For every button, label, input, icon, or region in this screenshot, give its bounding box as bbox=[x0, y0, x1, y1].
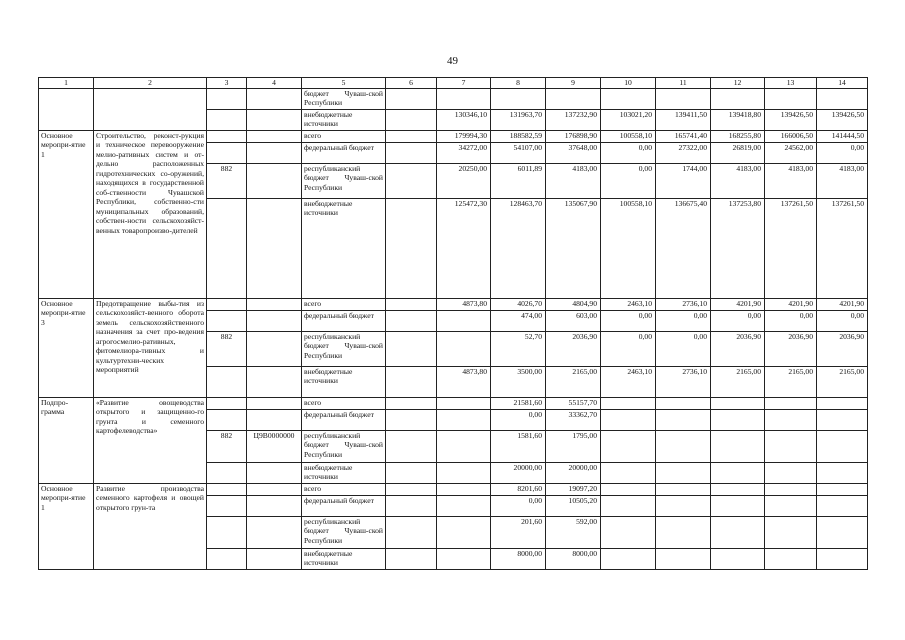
value-cell bbox=[437, 88, 491, 109]
value-cell: 2165,00 bbox=[546, 366, 601, 397]
value-cell: 1581,60 bbox=[491, 430, 546, 462]
event-cell: Подпро-грамма bbox=[39, 397, 94, 483]
value-cell: 20000,00 bbox=[491, 462, 546, 483]
value-cell: 603,00 bbox=[546, 310, 601, 331]
admin-code-cell bbox=[207, 310, 247, 331]
value-cell bbox=[601, 483, 656, 495]
value-cell: 10505,20 bbox=[546, 495, 601, 516]
value-cell: 139426,50 bbox=[817, 109, 868, 130]
value-cell: 474,00 bbox=[491, 310, 546, 331]
admin-code-cell bbox=[207, 109, 247, 130]
value-cell: 176898,90 bbox=[546, 130, 601, 142]
program-code-cell bbox=[247, 409, 302, 430]
admin-code-cell bbox=[207, 483, 247, 495]
value-cell bbox=[765, 88, 817, 109]
value-cell bbox=[711, 430, 765, 462]
value-cell bbox=[765, 430, 817, 462]
value-cell: 20250,00 bbox=[437, 163, 491, 198]
funding-source-cell: федеральный бюджет bbox=[302, 310, 386, 331]
value-cell: 4183,00 bbox=[546, 163, 601, 198]
funding-source-cell: федеральный бюджет bbox=[302, 409, 386, 430]
value-cell: 103021,20 bbox=[601, 109, 656, 130]
value-cell: 131963,70 bbox=[491, 109, 546, 130]
value-cell: 166006,50 bbox=[765, 130, 817, 142]
program-code-cell bbox=[247, 88, 302, 109]
value-cell bbox=[711, 483, 765, 495]
program-code-cell bbox=[247, 462, 302, 483]
value-cell: 55157,70 bbox=[546, 397, 601, 409]
value-cell: 0,00 bbox=[817, 310, 868, 331]
value-cell: 0,00 bbox=[601, 163, 656, 198]
value-cell: 179994,30 bbox=[437, 130, 491, 142]
empty-cell bbox=[386, 397, 437, 409]
admin-code-cell bbox=[207, 462, 247, 483]
value-cell: 125472,30 bbox=[437, 198, 491, 298]
empty-cell bbox=[386, 366, 437, 397]
value-cell: 52,70 bbox=[491, 331, 546, 366]
value-cell bbox=[765, 397, 817, 409]
value-cell bbox=[765, 495, 817, 516]
column-number: 6 bbox=[386, 78, 437, 89]
column-number: 2 bbox=[94, 78, 207, 89]
column-number: 1 bbox=[39, 78, 94, 89]
value-cell bbox=[765, 516, 817, 548]
value-cell bbox=[711, 462, 765, 483]
table-row bbox=[39, 88, 868, 109]
column-number: 10 bbox=[601, 78, 656, 89]
admin-code-cell bbox=[207, 88, 247, 109]
value-cell: 2036,90 bbox=[765, 331, 817, 366]
empty-cell bbox=[386, 198, 437, 298]
value-cell bbox=[817, 397, 868, 409]
value-cell bbox=[601, 88, 656, 109]
value-cell: 139426,50 bbox=[765, 109, 817, 130]
empty-cell bbox=[386, 409, 437, 430]
empty-cell bbox=[386, 495, 437, 516]
value-cell: 33362,70 bbox=[546, 409, 601, 430]
value-cell: 4183,00 bbox=[711, 163, 765, 198]
column-number: 11 bbox=[656, 78, 711, 89]
value-cell bbox=[656, 462, 711, 483]
value-cell bbox=[437, 430, 491, 462]
value-cell: 137261,50 bbox=[765, 198, 817, 298]
value-cell: 2036,90 bbox=[546, 331, 601, 366]
value-cell: 2463,10 bbox=[601, 298, 656, 310]
value-cell: 137261,50 bbox=[817, 198, 868, 298]
value-cell: 2165,00 bbox=[711, 366, 765, 397]
empty-cell bbox=[386, 483, 437, 495]
value-cell bbox=[601, 397, 656, 409]
column-number: 8 bbox=[491, 78, 546, 89]
empty-cell bbox=[386, 548, 437, 569]
value-cell bbox=[437, 409, 491, 430]
column-number: 4 bbox=[247, 78, 302, 89]
value-cell: 201,60 bbox=[491, 516, 546, 548]
program-code-cell bbox=[247, 109, 302, 130]
value-cell bbox=[817, 548, 868, 569]
table-row bbox=[39, 483, 868, 495]
value-cell bbox=[491, 88, 546, 109]
value-cell bbox=[656, 495, 711, 516]
value-cell: 4804,90 bbox=[546, 298, 601, 310]
value-cell bbox=[711, 397, 765, 409]
empty-cell bbox=[386, 430, 437, 462]
value-cell: 100558,10 bbox=[601, 198, 656, 298]
value-cell bbox=[711, 409, 765, 430]
value-cell: 128463,70 bbox=[491, 198, 546, 298]
event-cell: Основное меропри-ятие 1 bbox=[39, 483, 94, 569]
empty-cell bbox=[386, 331, 437, 366]
event-name-cell bbox=[94, 88, 207, 130]
empty-cell bbox=[386, 109, 437, 130]
value-cell bbox=[437, 495, 491, 516]
value-cell bbox=[601, 516, 656, 548]
value-cell bbox=[601, 495, 656, 516]
value-cell bbox=[437, 397, 491, 409]
value-cell bbox=[601, 409, 656, 430]
admin-code-cell bbox=[207, 548, 247, 569]
value-cell: 0,00 bbox=[601, 331, 656, 366]
funding-source-cell: внебюджетные источники bbox=[302, 198, 386, 298]
value-cell: 139411,50 bbox=[656, 109, 711, 130]
value-cell bbox=[601, 430, 656, 462]
funding-source-cell: федеральный бюджет bbox=[302, 495, 386, 516]
value-cell: 0,00 bbox=[656, 310, 711, 331]
value-cell: 2036,90 bbox=[817, 331, 868, 366]
event-cell: Основное меропри-ятие 1 bbox=[39, 130, 94, 298]
value-cell: 165741,40 bbox=[656, 130, 711, 142]
admin-code-cell: 882 bbox=[207, 331, 247, 366]
value-cell: 4183,00 bbox=[817, 163, 868, 198]
funding-source-cell: всего bbox=[302, 397, 386, 409]
funding-source-cell: всего bbox=[302, 483, 386, 495]
funding-source-cell: республиканский бюджет Чуваш-ской Республики bbox=[302, 331, 386, 366]
value-cell bbox=[601, 548, 656, 569]
empty-cell bbox=[386, 142, 437, 163]
admin-code-cell: 882 bbox=[207, 430, 247, 462]
value-cell bbox=[437, 331, 491, 366]
program-code-cell bbox=[247, 142, 302, 163]
value-cell bbox=[817, 495, 868, 516]
empty-cell bbox=[386, 516, 437, 548]
program-code-cell bbox=[247, 397, 302, 409]
column-number: 5 bbox=[302, 78, 386, 89]
value-cell bbox=[437, 310, 491, 331]
event-name-cell: Предотвращение выбы-тия из сельскохозяйст-венного оборота земель сельскохозяйственного назначения за счет про-ведения агрогосмелио-ративных, фитомелиора-тивных и культуртехни-ческих мероприятий bbox=[94, 298, 207, 397]
value-cell: 0,00 bbox=[765, 310, 817, 331]
event-name-cell: Развитие производства семенного картофеля и овощей открытого грун-та bbox=[94, 483, 207, 569]
admin-code-cell bbox=[207, 409, 247, 430]
value-cell: 0,00 bbox=[601, 310, 656, 331]
value-cell bbox=[656, 409, 711, 430]
column-number: 14 bbox=[817, 78, 868, 89]
program-code-cell bbox=[247, 516, 302, 548]
table-row bbox=[39, 298, 868, 310]
funding-source-cell: всего bbox=[302, 130, 386, 142]
value-cell bbox=[817, 516, 868, 548]
value-cell: 0,00 bbox=[711, 310, 765, 331]
value-cell: 37648,00 bbox=[546, 142, 601, 163]
value-cell: 26819,00 bbox=[711, 142, 765, 163]
empty-cell bbox=[386, 88, 437, 109]
program-code-cell bbox=[247, 163, 302, 198]
event-cell: Основное меропри-ятие 3 bbox=[39, 298, 94, 397]
value-cell: 592,00 bbox=[546, 516, 601, 548]
funding-source-cell: республиканский бюджет Чуваш-ской Республики bbox=[302, 163, 386, 198]
funding-source-cell: федеральный бюджет bbox=[302, 142, 386, 163]
event-cell bbox=[39, 88, 94, 130]
admin-code-cell: 882 bbox=[207, 163, 247, 198]
funding-source-cell: бюджет Чуваш-ской Республики bbox=[302, 88, 386, 109]
value-cell: 3500,00 bbox=[491, 366, 546, 397]
value-cell: 141444,50 bbox=[817, 130, 868, 142]
program-code-cell bbox=[247, 130, 302, 142]
empty-cell bbox=[386, 462, 437, 483]
funding-source-cell: внебюджетные источники bbox=[302, 548, 386, 569]
value-cell: 8000,00 bbox=[546, 548, 601, 569]
value-cell: 1744,00 bbox=[656, 163, 711, 198]
value-cell bbox=[711, 548, 765, 569]
value-cell: 4201,90 bbox=[711, 298, 765, 310]
admin-code-cell bbox=[207, 142, 247, 163]
value-cell bbox=[817, 88, 868, 109]
value-cell: 2463,10 bbox=[601, 366, 656, 397]
program-code-cell: Ц9В0000000 bbox=[247, 430, 302, 462]
budget-table bbox=[38, 77, 868, 570]
admin-code-cell bbox=[207, 495, 247, 516]
value-cell bbox=[656, 516, 711, 548]
value-cell: 4183,00 bbox=[765, 163, 817, 198]
value-cell bbox=[817, 462, 868, 483]
value-cell: 0,00 bbox=[601, 142, 656, 163]
value-cell: 34272,00 bbox=[437, 142, 491, 163]
admin-code-cell bbox=[207, 366, 247, 397]
value-cell: 21581,60 bbox=[491, 397, 546, 409]
program-code-cell bbox=[247, 331, 302, 366]
value-cell: 4026,70 bbox=[491, 298, 546, 310]
admin-code-cell bbox=[207, 130, 247, 142]
funding-source-cell: внебюджетные источники bbox=[302, 462, 386, 483]
value-cell: 8000,00 bbox=[491, 548, 546, 569]
value-cell bbox=[765, 409, 817, 430]
column-number: 3 bbox=[207, 78, 247, 89]
column-number-row bbox=[39, 78, 868, 89]
value-cell bbox=[601, 462, 656, 483]
column-number: 12 bbox=[711, 78, 765, 89]
value-cell bbox=[765, 483, 817, 495]
event-name-cell: «Развитие овощеводства открытого и защищенно-го грунта и семенного картофелеводства» bbox=[94, 397, 207, 483]
value-cell bbox=[656, 397, 711, 409]
value-cell bbox=[656, 88, 711, 109]
value-cell: 27322,00 bbox=[656, 142, 711, 163]
value-cell: 20000,00 bbox=[546, 462, 601, 483]
program-code-cell bbox=[247, 366, 302, 397]
column-number: 9 bbox=[546, 78, 601, 89]
value-cell: 135067,90 bbox=[546, 198, 601, 298]
value-cell: 6011,89 bbox=[491, 163, 546, 198]
value-cell: 2165,00 bbox=[817, 366, 868, 397]
value-cell bbox=[656, 548, 711, 569]
funding-source-cell: всего bbox=[302, 298, 386, 310]
empty-cell bbox=[386, 130, 437, 142]
admin-code-cell bbox=[207, 397, 247, 409]
column-number: 13 bbox=[765, 78, 817, 89]
program-code-cell bbox=[247, 548, 302, 569]
value-cell bbox=[437, 483, 491, 495]
program-code-cell bbox=[247, 483, 302, 495]
event-name-cell: Строительство, реконст-рукция и техническое перевооружение мелио-ративных систем и от-дельно расположенных гидротехнических со-оружений, находящихся в государственной соб-ственности Чувашской Республики, собственно-сти муниципальных образований, собствен-ности сельскохозяйст-венных товаропроизво-дителей bbox=[94, 130, 207, 298]
value-cell bbox=[437, 462, 491, 483]
value-cell: 4201,90 bbox=[765, 298, 817, 310]
empty-cell bbox=[386, 298, 437, 310]
value-cell: 8201,60 bbox=[491, 483, 546, 495]
value-cell: 54107,00 bbox=[491, 142, 546, 163]
value-cell: 0,00 bbox=[491, 409, 546, 430]
empty-cell bbox=[386, 163, 437, 198]
table-row bbox=[39, 130, 868, 142]
funding-source-cell: внебюджетные источники bbox=[302, 109, 386, 130]
value-cell: 130346,10 bbox=[437, 109, 491, 130]
value-cell: 137253,80 bbox=[711, 198, 765, 298]
value-cell bbox=[437, 548, 491, 569]
funding-source-cell: республиканский бюджет Чуваш-ской Республики bbox=[302, 430, 386, 462]
page-number: 49 bbox=[447, 55, 458, 67]
value-cell bbox=[817, 430, 868, 462]
value-cell bbox=[546, 88, 601, 109]
funding-source-cell: республиканский бюджет Чуваш-ской Республики bbox=[302, 516, 386, 548]
value-cell bbox=[711, 88, 765, 109]
value-cell: 139418,80 bbox=[711, 109, 765, 130]
value-cell: 1795,00 bbox=[546, 430, 601, 462]
value-cell bbox=[711, 516, 765, 548]
value-cell: 2736,10 bbox=[656, 366, 711, 397]
value-cell: 19097,20 bbox=[546, 483, 601, 495]
value-cell: 137232,90 bbox=[546, 109, 601, 130]
program-code-cell bbox=[247, 310, 302, 331]
empty-cell bbox=[386, 310, 437, 331]
program-code-cell bbox=[247, 198, 302, 298]
value-cell: 4201,90 bbox=[817, 298, 868, 310]
value-cell: 100558,10 bbox=[601, 130, 656, 142]
admin-code-cell bbox=[207, 198, 247, 298]
value-cell bbox=[656, 483, 711, 495]
value-cell: 24562,00 bbox=[765, 142, 817, 163]
value-cell bbox=[765, 548, 817, 569]
value-cell: 2165,00 bbox=[765, 366, 817, 397]
value-cell: 0,00 bbox=[491, 495, 546, 516]
value-cell bbox=[817, 409, 868, 430]
program-code-cell bbox=[247, 495, 302, 516]
value-cell: 2736,10 bbox=[656, 298, 711, 310]
value-cell: 4873,80 bbox=[437, 366, 491, 397]
admin-code-cell bbox=[207, 298, 247, 310]
value-cell: 168255,80 bbox=[711, 130, 765, 142]
table-body bbox=[39, 78, 868, 570]
value-cell: 0,00 bbox=[817, 142, 868, 163]
funding-source-cell: внебюджетные источники bbox=[302, 366, 386, 397]
value-cell: 188582,59 bbox=[491, 130, 546, 142]
value-cell: 0,00 bbox=[656, 331, 711, 366]
table-row bbox=[39, 397, 868, 409]
program-code-cell bbox=[247, 298, 302, 310]
value-cell bbox=[656, 430, 711, 462]
value-cell bbox=[817, 483, 868, 495]
admin-code-cell bbox=[207, 516, 247, 548]
value-cell: 136675,40 bbox=[656, 198, 711, 298]
value-cell: 2036,90 bbox=[711, 331, 765, 366]
column-number: 7 bbox=[437, 78, 491, 89]
value-cell bbox=[437, 516, 491, 548]
value-cell bbox=[711, 495, 765, 516]
value-cell bbox=[765, 462, 817, 483]
value-cell: 4873,80 bbox=[437, 298, 491, 310]
